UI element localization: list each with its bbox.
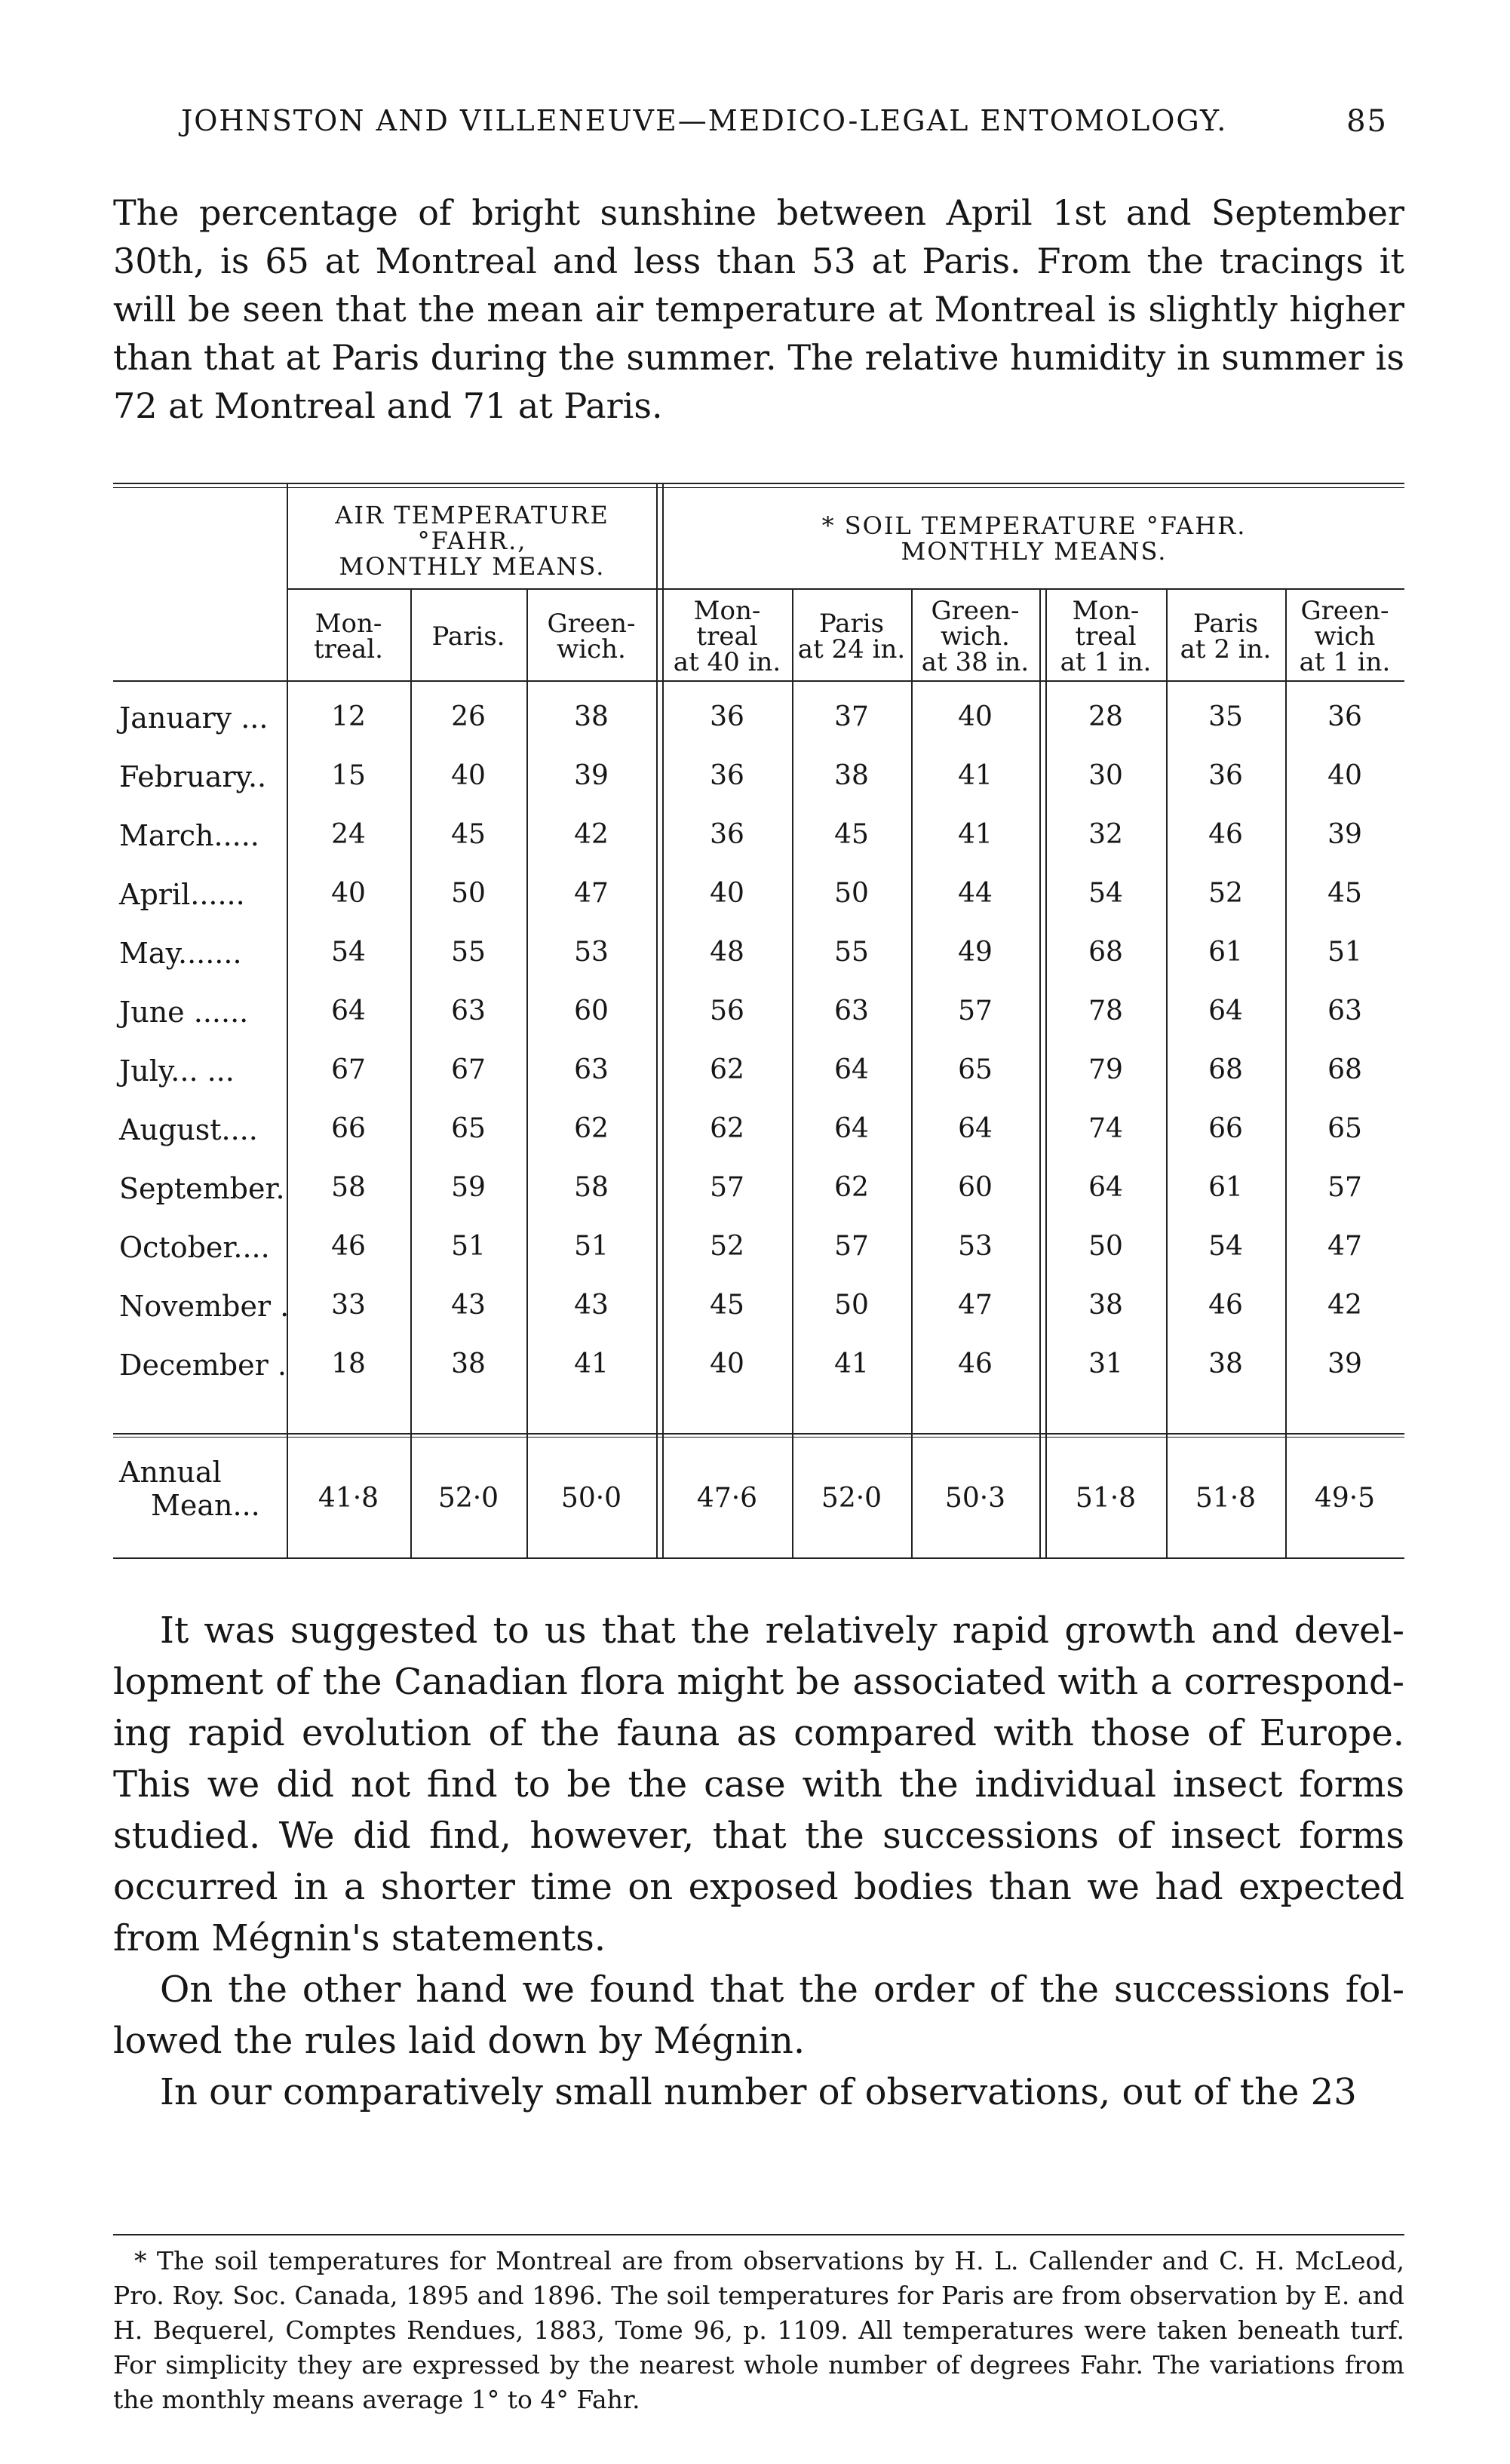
column-header [1287,598,1404,675]
table-cell: 62 [834,1172,869,1203]
table-cell: 63 [1327,996,1362,1026]
table-cell: 52 [1208,878,1243,909]
annual-mean-cell: 52·0 [821,1483,882,1514]
table-cell: 63 [834,996,869,1026]
table-cell: 62 [710,1113,744,1144]
temperature-table [113,483,1404,1569]
table-cell: 64 [331,996,366,1026]
table-cell: 50 [1088,1231,1123,1262]
vrule-air-1 [410,588,412,1557]
table-cell: 67 [331,1054,366,1085]
table-cell: 42 [1327,1290,1362,1321]
table-cell: 68 [1088,937,1123,968]
footnote-rule [113,2234,1404,2235]
table-cell: 40 [710,878,744,909]
column-header-line: wich. [941,621,1010,652]
table-top-rule-thin [113,487,1404,488]
rule-annual-top [113,1433,1404,1435]
air-heading-line-2: °FAHR., [417,526,527,555]
table-cell: 58 [574,1172,609,1203]
month-label: August.... [119,1113,258,1146]
table-cell: 45 [834,819,869,850]
table-cell: 12 [331,701,366,732]
table-cell: 66 [331,1113,366,1144]
table-cell: 63 [451,996,486,1026]
table-cell: 60 [958,1172,993,1203]
rule-header-bottom [113,680,1404,682]
table-cell: 62 [710,1054,744,1085]
table-cell: 36 [710,819,744,850]
month-label: March..... [119,819,259,852]
paragraph-order: On the other hand we found that the order of the successions fol-lowed the rules laid down by Mégnin. [113,1968,1404,2062]
rule-annual-top-thin [113,1437,1404,1438]
table-cell: 38 [1088,1290,1123,1321]
table-cell: 46 [1208,819,1243,850]
annual-mean-cell: 50·0 [560,1483,622,1514]
table-cell: 38 [574,701,609,732]
soil-heading-line-1: * SOIL TEMPERATURE °FAHR. [821,511,1247,540]
rule-table-bottom [113,1557,1404,1559]
column-header-line: at 40 in. [673,647,781,677]
table-cell: 56 [710,996,744,1026]
table-cell: 50 [834,878,869,909]
column-header-line: at 1 in. [1299,647,1391,677]
soil-temperature-heading [664,513,1404,564]
table-cell: 36 [710,760,744,791]
table-cell: 30 [1088,760,1123,791]
vrule-soil-3a [1039,588,1041,1557]
table-cell: 54 [331,937,366,968]
column-header-line: at 1 in. [1060,647,1152,677]
table-cell: 40 [331,878,366,909]
month-label: February.. [119,760,267,793]
table-cell: 39 [1327,819,1362,850]
footnote [113,2244,1404,2417]
table-cell: 64 [1088,1172,1123,1203]
table-cell: 78 [1088,996,1123,1026]
column-header-line: Mon- [693,596,761,626]
column-header-line: Green- [547,609,636,639]
table-cell: 36 [1208,760,1243,791]
table-cell: 51 [451,1231,486,1262]
month-label: July... ... [119,1054,235,1088]
table-cell: 37 [834,701,869,732]
month-label: June ...... [119,996,249,1029]
month-label: September. [119,1172,285,1205]
table-cell: 63 [574,1054,609,1085]
table-cell: 68 [1208,1054,1243,1085]
vrule-air-2 [526,588,528,1557]
column-header-line: wich [1314,621,1376,652]
column-header-line: wich. [557,634,626,664]
month-label: May....... [119,937,242,970]
table-cell: 57 [958,996,993,1026]
table-cell: 26 [451,701,486,732]
table-cell: 47 [574,878,609,909]
table-cell: 54 [1208,1231,1243,1262]
table-cell: 53 [574,937,609,968]
month-label: November . [119,1290,290,1323]
table-cell: 59 [451,1172,486,1203]
table-cell: 61 [1208,1172,1243,1203]
table-cell: 43 [451,1290,486,1321]
table-cell: 54 [1088,878,1123,909]
column-header [288,611,409,662]
table-cell: 53 [958,1231,993,1262]
table-cell: 57 [1327,1172,1362,1203]
annual-mean-label: Annual [119,1456,222,1489]
table-cell: 50 [834,1290,869,1321]
annual-mean-cell: 47·6 [696,1483,758,1514]
table-cell: 15 [331,760,366,791]
column-header-line: at 24 in. [797,634,906,664]
table-cell: 50 [451,878,486,909]
table-cell: 31 [1088,1349,1123,1379]
paragraph-flora: It was suggested to us that the relatively rapid growth and devel-lopment of the Canadian flora might be associated with a correspond-ing rapid evolution of the fauna as compared with those of Europe. This we did not find to be the case with the individual insect forms studied. We did find, however, that the successions of insect forms occurred in a shorter time on exposed bodies than we had expected from Mégnin's statements. [113,1609,1404,1959]
discussion-text [113,1605,1404,2118]
rule-group-bottom [287,588,1404,590]
annual-mean-cell: 49·5 [1314,1483,1376,1514]
table-cell: 38 [834,760,869,791]
annual-mean-label: Mean... [151,1489,260,1522]
column-header [913,598,1038,675]
table-cell: 28 [1088,701,1123,732]
table-cell: 39 [1327,1349,1362,1379]
column-header-line: at 2 in. [1180,634,1272,664]
column-header-line: Paris [1192,609,1259,639]
table-cell: 45 [710,1290,744,1321]
table-cell: 45 [451,819,486,850]
table-cell: 36 [1327,701,1362,732]
column-header [1168,611,1284,662]
table-cell: 60 [574,996,609,1026]
column-header-line: Mon- [1072,596,1140,626]
column-header-line: Green- [1300,596,1389,626]
column-header [663,598,791,675]
page-number: 85 [1346,104,1388,139]
table-cell: 46 [1208,1290,1243,1321]
table-cell: 47 [1327,1231,1362,1262]
table-cell: 57 [710,1172,744,1203]
paragraph-observations: In our comparatively small number of observations, out of the 23 [160,2071,1357,2113]
table-cell: 24 [331,819,366,850]
annual-mean-cell: 50·3 [944,1483,1006,1514]
table-cell: 51 [574,1231,609,1262]
table-cell: 18 [331,1349,366,1379]
table-cell: 64 [1208,996,1243,1026]
running-title: JOHNSTON AND VILLENEUVE—MEDICO-LEGAL ENTOMOLOGY. [181,104,1228,137]
table-cell: 74 [1088,1113,1123,1144]
table-cell: 64 [834,1113,869,1144]
month-label: January ... [119,701,269,735]
column-header-line: Mon- [315,609,382,639]
column-header-line: treal. [314,634,383,664]
table-cell: 33 [331,1290,366,1321]
table-cell: 38 [1208,1349,1243,1379]
table-cell: 62 [574,1113,609,1144]
footnote-text: * The soil temperatures for Montreal are from observations by H. L. Callender and C. H. McLeod, Pro. Roy. Soc. Canada, 1895 and 1896. The soil temperatures for Paris are from observation by E. and H. Bequerel, Comptes Rendues, 1883, Tome 96, p. 1109. All temperatures were taken beneath turf. For simplicity they are expressed by the nearest whole number of degrees Fahr. The variations from the monthly means average 1° to 4° Fahr. [113,2246,1404,2414]
table-cell: 65 [451,1113,486,1144]
air-heading-line-3: MONTHLY MEANS. [339,552,606,581]
column-header [412,621,525,652]
vrule-soil-5 [1285,588,1287,1557]
table-cell: 49 [958,937,993,968]
table-cell: 36 [710,701,744,732]
table-cell: 51 [1327,937,1362,968]
table-cell: 52 [710,1231,744,1262]
soil-heading-line-2: MONTHLY MEANS. [901,537,1168,566]
vrule-soil-3b [1045,588,1047,1557]
table-cell: 48 [710,937,744,968]
intro-paragraph: The percentage of bright sunshine between April 1st and September 30th, is 65 at Montreal and less than 53 at Paris. From the tracings it will be seen that the mean air temperature at Montreal is slightly higher than that at Paris during the summer. The relative humidity in summer is 72 at Montreal and 71 at Paris. [113,192,1404,426]
table-cell: 40 [958,701,993,732]
month-label: December . [119,1349,287,1382]
annual-mean-cell: 52·0 [437,1483,499,1514]
table-cell: 41 [958,819,993,850]
column-header-line: treal [1075,621,1137,652]
table-cell: 46 [331,1231,366,1262]
table-cell: 41 [958,760,993,791]
table-cell: 38 [451,1349,486,1379]
table-cell: 64 [834,1054,869,1085]
table-cell: 32 [1088,819,1123,850]
table-cell: 40 [1327,760,1362,791]
air-temperature-heading [288,502,656,579]
table-cell: 55 [451,937,486,968]
table-cell: 58 [331,1172,366,1203]
table-cell: 35 [1208,701,1243,732]
table-cell: 55 [834,937,869,968]
running-header [113,104,1388,149]
vrule-air-soil-a [656,483,658,1557]
vrule-soil-4 [1166,588,1168,1557]
table-top-rule [113,483,1404,484]
column-header [1048,598,1165,675]
column-header-line: Paris [818,609,885,639]
table-cell: 57 [834,1231,869,1262]
table-cell: 65 [958,1054,993,1085]
column-header-line: at 38 in. [921,647,1030,677]
table-cell: 67 [451,1054,486,1085]
table-cell: 64 [958,1113,993,1144]
table-cell: 44 [958,878,993,909]
table-cell: 79 [1088,1054,1123,1085]
table-cell: 41 [834,1349,869,1379]
column-header-line: treal [696,621,758,652]
table-cell: 46 [958,1349,993,1379]
column-header-line: Green- [931,596,1020,626]
table-cell: 39 [574,760,609,791]
table-cell: 47 [958,1290,993,1321]
annual-mean-cell: 51·8 [1075,1483,1137,1514]
column-header [527,611,655,662]
table-cell: 42 [574,819,609,850]
table-cell: 40 [451,760,486,791]
column-header [793,611,910,662]
annual-mean-cell: 51·8 [1195,1483,1257,1514]
table-cell: 65 [1327,1113,1362,1144]
month-label: October.... [119,1231,270,1264]
air-heading-line-1: AIR TEMPERATURE [335,501,609,529]
vrule-soil-2 [911,588,913,1557]
table-cell: 43 [574,1290,609,1321]
table-cell: 41 [574,1349,609,1379]
table-cell: 45 [1327,878,1362,909]
table-cell: 40 [710,1349,744,1379]
table-cell: 61 [1208,937,1243,968]
table-cell: 68 [1327,1054,1362,1085]
table-cell: 66 [1208,1113,1243,1144]
annual-mean-cell: 41·8 [318,1483,379,1514]
month-label: April...... [119,878,245,911]
column-header-line: Paris. [431,621,505,652]
vrule-soil-1 [792,588,793,1557]
